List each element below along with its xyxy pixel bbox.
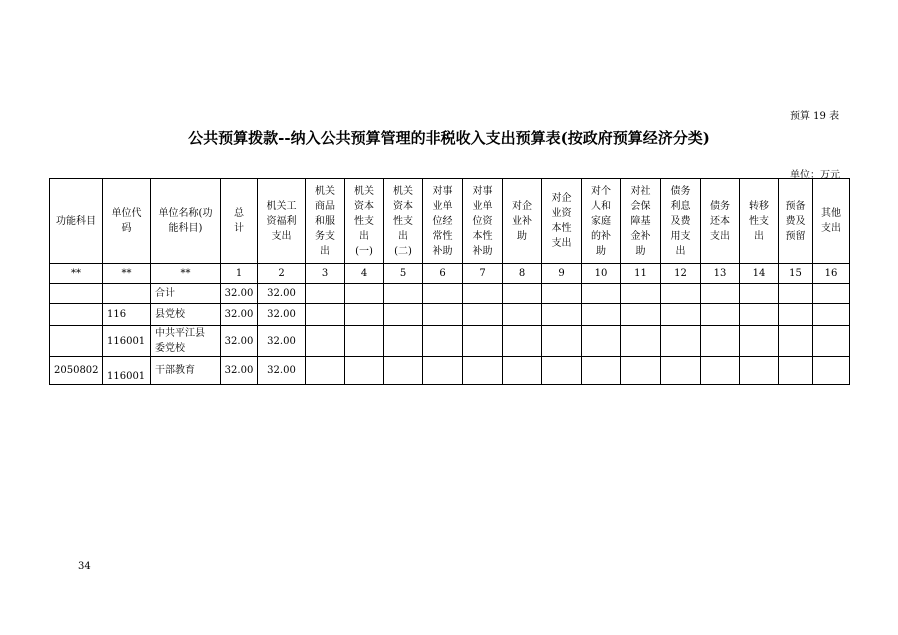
column-header-label: 总 计 — [234, 208, 244, 234]
column-index: 9 — [542, 264, 582, 284]
column-header-label: 对个 人和 家庭 的补 助 — [591, 185, 611, 257]
column-header — [151, 179, 221, 264]
empty-cell — [813, 284, 850, 304]
column-header — [740, 179, 779, 264]
column-index: 11 — [621, 264, 661, 284]
salary-cell: 32.00 — [258, 284, 306, 304]
empty-cell — [701, 304, 740, 326]
column-header — [103, 179, 151, 264]
column-header-label: 单位代 码 — [111, 208, 142, 234]
column-index: 1 — [221, 264, 258, 284]
column-header-label: 机关 商品 和服 务支 出 — [315, 185, 335, 257]
column-index: 2 — [258, 264, 306, 284]
empty-cell — [779, 304, 813, 326]
empty-cell — [345, 326, 384, 357]
column-header — [345, 179, 384, 264]
column-header-label: 机关工 资福利 支出 — [266, 200, 297, 242]
unit-code-cell — [103, 284, 151, 304]
total-cell: 32.00 — [221, 284, 258, 304]
column-header-label: 对事 业单 位资 本性 补助 — [472, 185, 493, 257]
empty-cell — [779, 284, 813, 304]
column-header-label: 单位名称(功 能科目) — [158, 208, 213, 234]
empty-cell — [582, 357, 621, 385]
column-index: 4 — [345, 264, 384, 284]
column-header-label: 预备 费及 预留 — [785, 200, 806, 242]
empty-cell — [542, 284, 582, 304]
column-index: ** — [50, 264, 103, 284]
empty-cell — [463, 326, 503, 357]
function-subject-cell — [50, 326, 103, 357]
empty-cell — [701, 326, 740, 357]
column-index: 7 — [463, 264, 503, 284]
empty-cell — [306, 326, 345, 357]
unit-code-cell: 116001 — [103, 326, 151, 357]
column-header — [542, 179, 582, 264]
column-index: 16 — [813, 264, 850, 284]
empty-cell — [384, 304, 423, 326]
column-header-label: 功能科目 — [56, 215, 96, 227]
salary-cell: 32.00 — [258, 326, 306, 357]
empty-cell — [542, 326, 582, 357]
empty-cell — [306, 284, 345, 304]
form-number: 预算 19 表 — [790, 111, 840, 122]
column-header — [221, 179, 258, 264]
column-index: 6 — [423, 264, 463, 284]
empty-cell — [542, 357, 582, 385]
salary-cell: 32.00 — [258, 304, 306, 326]
empty-cell — [813, 357, 850, 385]
empty-cell — [740, 326, 779, 357]
unit-name-cell: 合计 — [151, 284, 221, 304]
column-header-label: 其他 支出 — [821, 208, 841, 234]
empty-cell — [582, 284, 621, 304]
empty-cell — [582, 304, 621, 326]
column-index: 12 — [661, 264, 701, 284]
empty-cell — [779, 326, 813, 357]
header-row — [50, 179, 850, 264]
empty-cell — [661, 357, 701, 385]
empty-cell — [345, 284, 384, 304]
unit-code-cell: 116001 — [103, 357, 151, 385]
column-index: ** — [151, 264, 221, 284]
table-row — [50, 326, 850, 357]
empty-cell — [701, 284, 740, 304]
column-index: 5 — [384, 264, 423, 284]
empty-cell — [463, 304, 503, 326]
column-header — [463, 179, 503, 264]
empty-cell — [503, 357, 542, 385]
column-index: ** — [103, 264, 151, 284]
empty-cell — [661, 326, 701, 357]
table-row — [50, 357, 850, 385]
function-subject-cell — [50, 284, 103, 304]
empty-cell — [661, 304, 701, 326]
column-header-label: 转移 性支 出 — [749, 200, 769, 242]
column-header-label: 机关 资本 性支 出 (二) — [393, 185, 413, 257]
empty-cell — [423, 357, 463, 385]
empty-cell — [503, 326, 542, 357]
empty-cell — [621, 284, 661, 304]
empty-cell — [621, 304, 661, 326]
column-index: 8 — [503, 264, 542, 284]
total-cell: 32.00 — [221, 326, 258, 357]
column-header — [779, 179, 813, 264]
column-header — [621, 179, 661, 264]
column-header-label: 债务 利息 及费 用支 出 — [670, 185, 691, 257]
empty-cell — [542, 304, 582, 326]
unit-name-cell: 县党校 — [151, 304, 221, 326]
total-cell: 32.00 — [221, 357, 258, 385]
empty-cell — [621, 326, 661, 357]
page-number: 34 — [78, 561, 91, 572]
column-header-label: 对企 业补 助 — [512, 200, 532, 242]
column-header-label: 债务 还本 支出 — [710, 200, 730, 242]
empty-cell — [621, 357, 661, 385]
empty-cell — [306, 357, 345, 385]
total-cell: 32.00 — [221, 304, 258, 326]
function-subject-cell — [50, 304, 103, 326]
empty-cell — [813, 304, 850, 326]
empty-cell — [423, 326, 463, 357]
empty-cell — [661, 284, 701, 304]
table-row — [50, 304, 850, 326]
table-row — [50, 284, 850, 304]
column-index: 13 — [701, 264, 740, 284]
empty-cell — [740, 304, 779, 326]
column-header-label: 对事 业单 位经 常性 补助 — [432, 185, 453, 257]
column-header-label: 机关 资本 性支 出 (一) — [354, 185, 374, 257]
unit-name-cell: 干部教育 — [151, 357, 221, 385]
column-header — [582, 179, 621, 264]
column-header — [503, 179, 542, 264]
empty-cell — [503, 304, 542, 326]
unit-name-cell: 中共平江县 委党校 — [151, 326, 221, 357]
empty-cell — [779, 357, 813, 385]
page-title: 公共预算拨款--纳入公共预算管理的非税收入支出预算表(按政府预算经济分类) — [188, 129, 710, 147]
column-header-label: 对社 会保 障基 金补 助 — [630, 185, 651, 257]
empty-cell — [384, 326, 423, 357]
column-header — [258, 179, 306, 264]
column-header — [384, 179, 423, 264]
unit-label: 单位：万元 — [790, 170, 840, 181]
empty-cell — [813, 326, 850, 357]
empty-cell — [582, 326, 621, 357]
column-index: 3 — [306, 264, 345, 284]
empty-cell — [345, 304, 384, 326]
column-index: 14 — [740, 264, 779, 284]
column-header — [50, 179, 103, 264]
empty-cell — [740, 357, 779, 385]
empty-cell — [503, 284, 542, 304]
column-header — [423, 179, 463, 264]
budget-table — [49, 178, 850, 385]
salary-cell: 32.00 — [258, 357, 306, 385]
column-header-label: 对企 业资 本性 支出 — [551, 193, 572, 249]
empty-cell — [740, 284, 779, 304]
column-header — [306, 179, 345, 264]
column-index: 15 — [779, 264, 813, 284]
column-header — [813, 179, 850, 264]
empty-cell — [423, 304, 463, 326]
column-header — [701, 179, 740, 264]
empty-cell — [463, 284, 503, 304]
empty-cell — [463, 357, 503, 385]
column-header — [661, 179, 701, 264]
column-index: 10 — [582, 264, 621, 284]
empty-cell — [701, 357, 740, 385]
empty-cell — [345, 357, 384, 385]
empty-cell — [384, 284, 423, 304]
column-index-row — [50, 264, 850, 284]
empty-cell — [306, 304, 345, 326]
empty-cell — [384, 357, 423, 385]
unit-code-cell: 116 — [103, 304, 151, 326]
function-subject-cell: 2050802 — [50, 357, 103, 385]
empty-cell — [423, 284, 463, 304]
